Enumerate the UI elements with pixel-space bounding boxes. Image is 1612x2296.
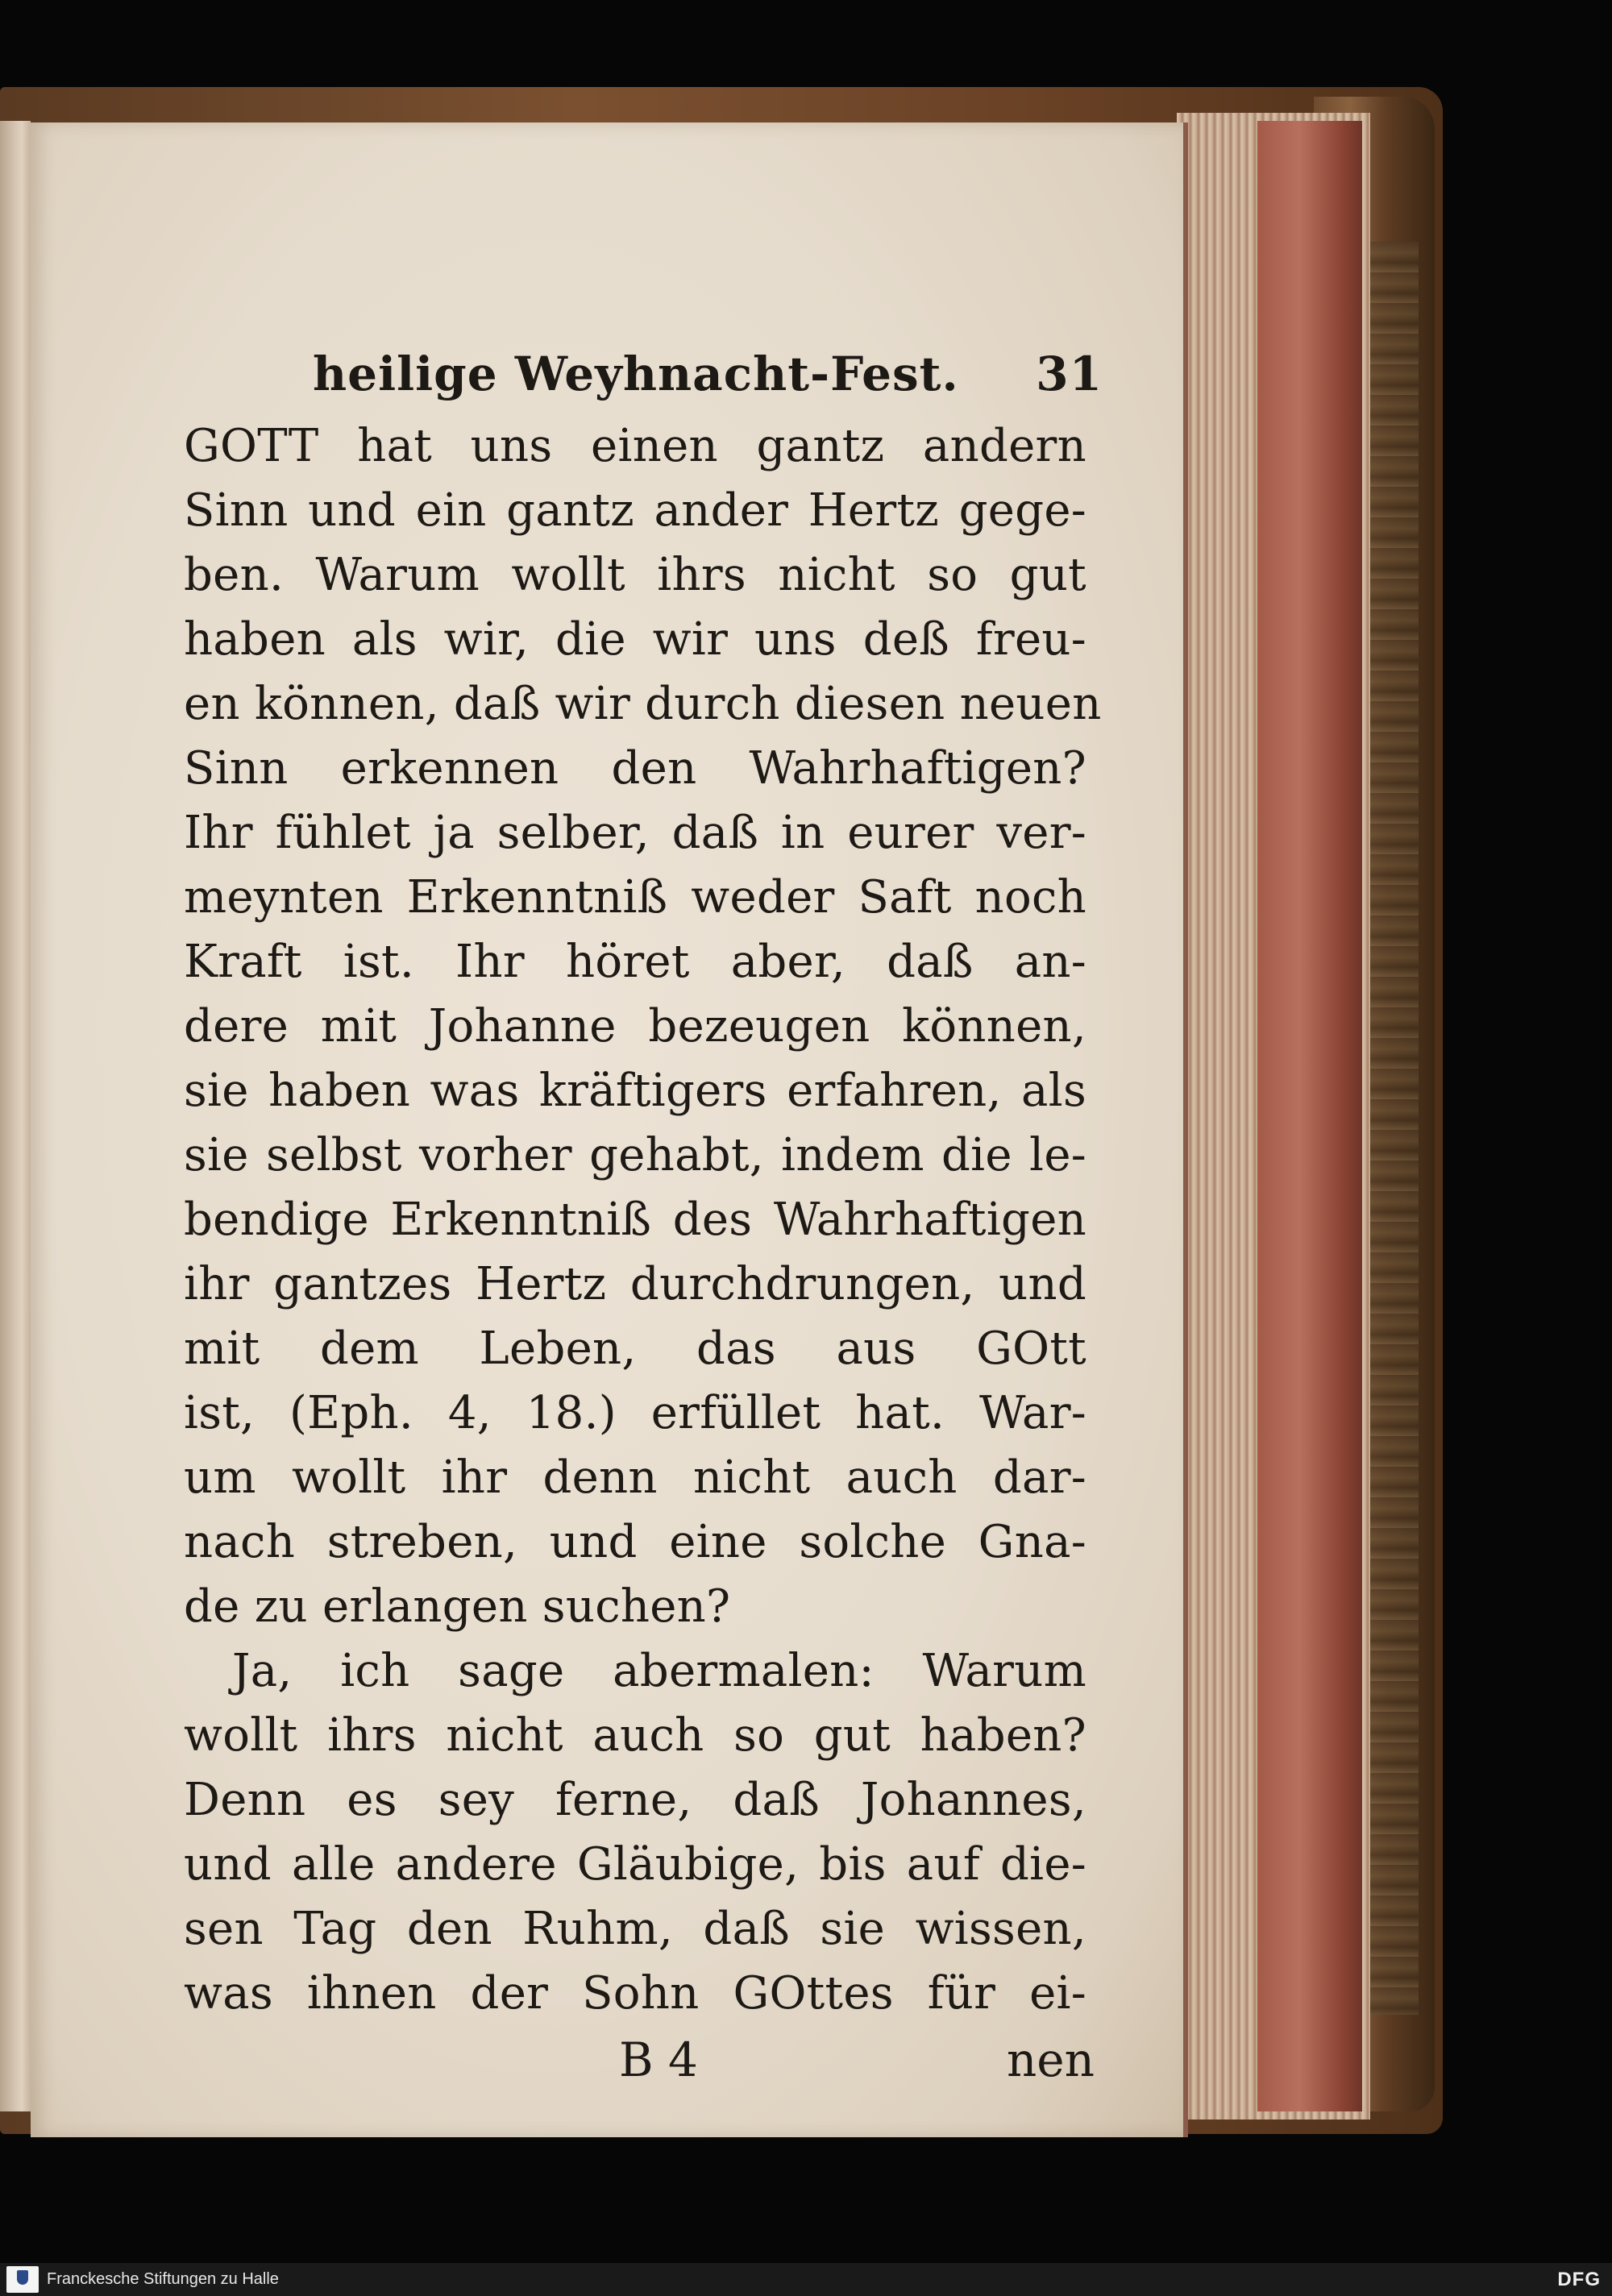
text-line: ben. Warum wollt ihrs nicht so gut xyxy=(184,549,1086,601)
facing-page-edge xyxy=(0,121,31,2111)
book-page xyxy=(31,122,1188,2137)
text-line: wollt ihrs nicht auch so gut haben? xyxy=(184,1709,1086,1762)
text-line: de zu erlangen suchen? xyxy=(184,1580,731,1633)
text-line: sen Tag den Ruhm, daß sie wissen, xyxy=(184,1903,1086,1955)
text-line: haben als wir, die wir uns deß freu- xyxy=(184,613,1086,666)
text-line: sie haben was kräftigers erfahren, als xyxy=(184,1065,1086,1117)
institution-name: Franckesche Stiftungen zu Halle xyxy=(47,2270,279,2288)
text-line: GOTT hat uns einen gantz andern xyxy=(184,420,1086,472)
dfg-logo: DFG xyxy=(1557,2269,1601,2290)
info-bar xyxy=(0,2263,1612,2296)
text-block xyxy=(184,347,1103,2105)
header-title: heilige Weyhnacht-Fest. xyxy=(313,347,959,401)
running-header xyxy=(184,347,1103,414)
text-line: nach streben, und eine solche Gna- xyxy=(184,1516,1086,1568)
text-line: en können, daß wir durch diesen neuen xyxy=(184,678,1102,730)
text-line: dere mit Johanne bezeugen können, xyxy=(184,1000,1086,1053)
text-line: Kraft ist. Ihr höret aber, daß an- xyxy=(184,936,1086,988)
text-line: ihr gantzes Hertz durchdrungen, und xyxy=(184,1258,1086,1310)
text-line: was ihnen der Sohn GOttes für ei- xyxy=(184,1967,1086,2020)
text-line: sie selbst vorher gehabt, indem die le- xyxy=(184,1129,1086,1181)
text-line: bendige Erkenntniß des Wahrhaftigen xyxy=(184,1194,1086,1246)
text-line: Ja, ich sage abermalen: Warum xyxy=(232,1645,1086,1697)
text-line: und alle andere Gläubige, bis auf die- xyxy=(184,1838,1086,1891)
text-line: Sinn und ein gantz ander Hertz gege- xyxy=(184,484,1086,537)
institution-logo-icon xyxy=(6,2266,39,2293)
page-number: 31 xyxy=(1036,347,1103,401)
signature-mark: B 4 xyxy=(619,2032,698,2087)
red-page-edges xyxy=(1257,121,1362,2111)
text-line: ist, (Eph. 4, 18.) erfüllet hat. War- xyxy=(184,1387,1086,1439)
text-line: Sinn erkennen den Wahrhaftigen? xyxy=(184,742,1086,795)
text-line: um wollt ihr denn nicht auch dar- xyxy=(184,1451,1086,1504)
text-line: Denn es sey ferne, daß Johannes, xyxy=(184,1774,1086,1826)
catchword: nen xyxy=(1006,2032,1095,2087)
page-footer xyxy=(184,2032,1095,2105)
spine-texture xyxy=(1362,242,1419,2015)
text-line: mit dem Leben, das aus GOtt xyxy=(184,1322,1086,1375)
text-line: Ihr fühlet ja selber, daß in eurer ver- xyxy=(184,807,1086,859)
text-line: meynten Erkenntniß weder Saft noch xyxy=(184,871,1086,924)
